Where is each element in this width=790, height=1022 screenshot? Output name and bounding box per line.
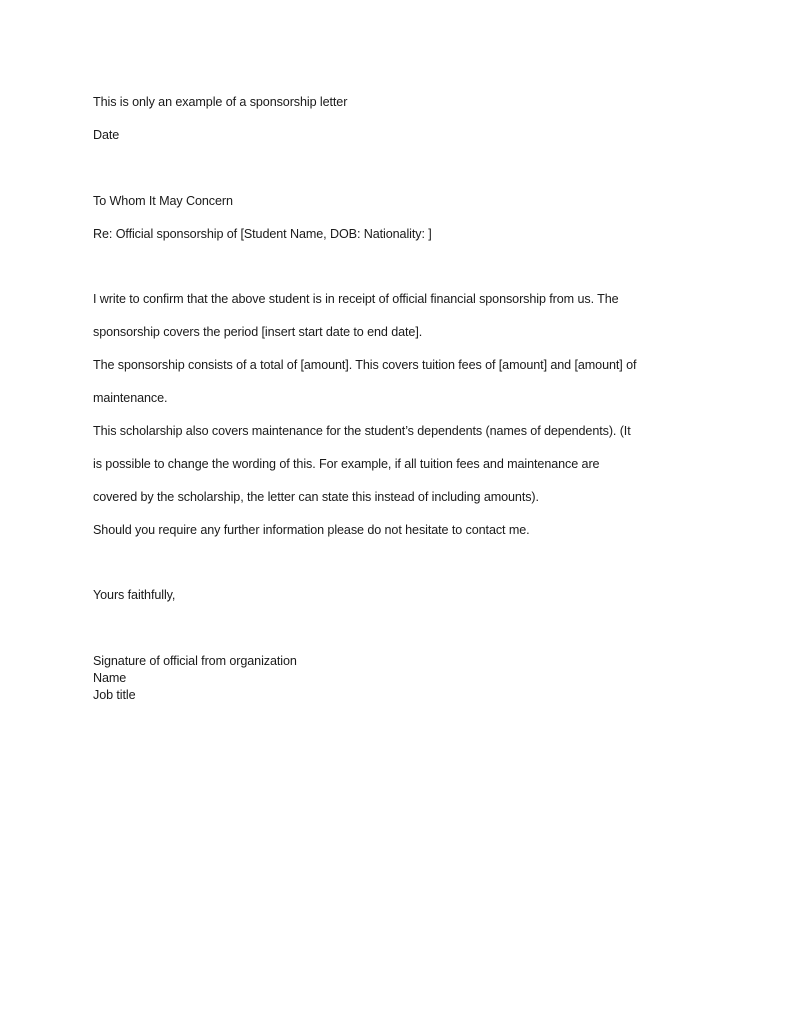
signatory-job-title: Job title — [93, 688, 136, 702]
body-line: I write to confirm that the above student is in receipt of official financial sponsorship from us. The — [93, 292, 619, 306]
body-line: Should you require any further information please do not hesitate to contact me. — [93, 523, 530, 537]
salutation: To Whom It May Concern — [93, 194, 233, 208]
header-note: This is only an example of a sponsorship letter — [93, 95, 348, 109]
body-line: This scholarship also covers maintenance for the student’s dependents (names of dependents). (It — [93, 424, 631, 438]
body-line: The sponsorship consists of a total of [amount]. This covers tuition fees of [amount] and [amount] of — [93, 358, 637, 372]
body-line: sponsorship covers the period [insert start date to end date]. — [93, 325, 423, 339]
body-line: maintenance. — [93, 391, 168, 405]
signature-line: Signature of official from organization — [93, 654, 297, 668]
body-line: is possible to change the wording of this. For example, if all tuition fees and maintenance are — [93, 457, 600, 471]
body-line: covered by the scholarship, the letter can state this instead of including amounts). — [93, 490, 539, 504]
signatory-name: Name — [93, 671, 127, 685]
subject-line: Re: Official sponsorship of [Student Name, DOB: Nationality: ] — [93, 227, 432, 241]
closing: Yours faithfully, — [93, 588, 176, 602]
date-label: Date — [93, 128, 120, 142]
